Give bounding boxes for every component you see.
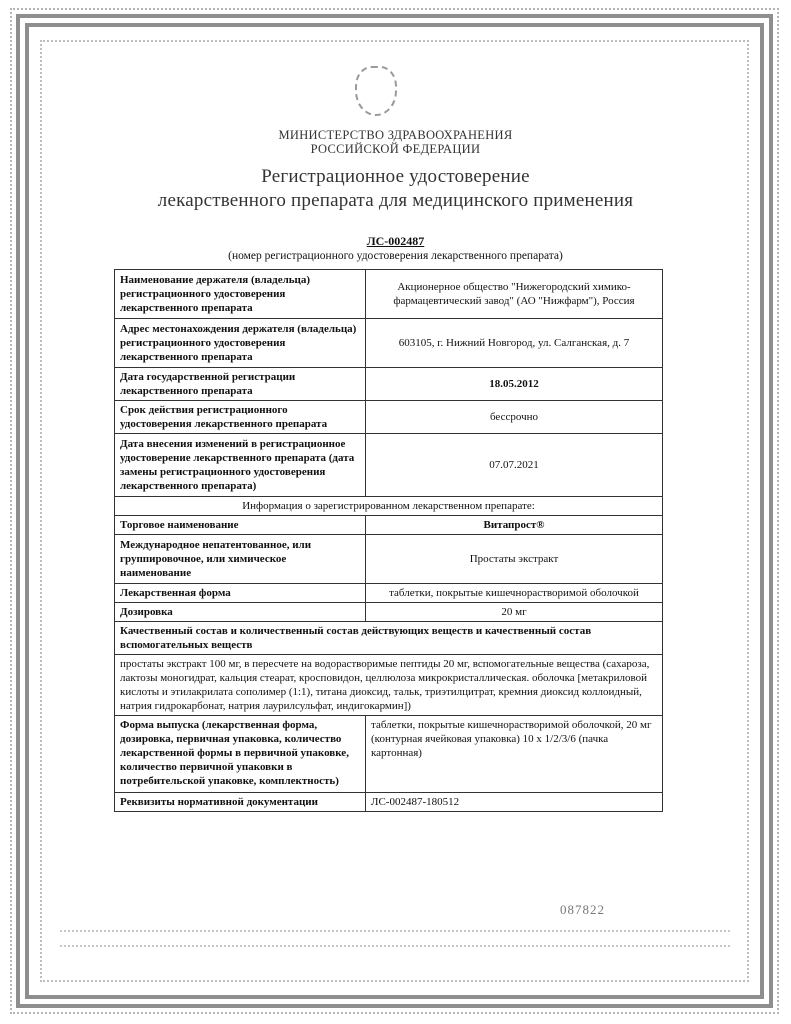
registration-number: ЛС-002487 [366,234,425,248]
registration-date-label: Дата государственной регистрации лекарственного препарата [115,368,366,401]
registration-date-value: 18.05.2012 [366,368,663,401]
trade-name-value: Витапрост® [366,516,663,535]
normative-docs-label: Реквизиты нормативной документации [115,793,366,812]
table-row [115,434,663,497]
border-ornament [60,945,730,953]
trade-name-label: Торговое наименование [115,516,366,535]
dosage-form-label: Лекарственная форма [115,584,366,603]
composition-label: Качественный состав и количественный состав действующих веществ и качественный состав вспомогательных веществ [115,622,663,655]
dosage-form-value: таблетки, покрытые кишечнорастворимой оболочкой [366,584,663,603]
table-row [115,497,663,516]
table-row [115,401,663,434]
table-row [115,584,663,603]
dosage-label: Дозировка [115,603,366,622]
registration-table [114,269,663,812]
inn-value: Простаты экстракт [366,535,663,584]
table-row [115,516,663,535]
release-form-label: Форма выпуска (лекарственная форма, дозировка, первичная упаковка, количество лекарственной формы в первичной упаковке, количество первичной упаковки в потребительской упаковке, комплектность) [115,716,366,793]
table-row [115,319,663,368]
document-title-line-1: Регистрационное удостоверение [261,166,530,187]
holder-address-label: Адрес местонахождения держателя (владельца) регистрационного удостоверения лекарственного препарата [115,319,366,368]
table-row [115,603,663,622]
blank-serial-number: 087822 [560,902,605,917]
ministry-line-2: РОССИЙСКОЙ ФЕДЕРАЦИИ [310,142,481,156]
release-form-value: таблетки, покрытые кишечнорастворимой оболочкой, 20 мг (контурная ячейковая упаковка) 10 х 1/2/3/6 (пачка картонная) [366,716,663,793]
table-row [115,793,663,812]
border-ornament [60,930,730,938]
normative-docs-value: ЛС-002487-180512 [366,793,663,812]
composition-value: простаты экстракт 100 мг, в пересчете на водорастворимые пептиды 20 мг, вспомогательные вещества (сахароза, лактозы моногидрат, кальция стеарат, кросповидон, целлюлоза микрокристаллическая. оболочка [метакриловой кислоты и этилакрилата сополимер (1:1), титана диоксид, тальк, триэтилцитрат, кремния диоксид коллоидный, натрия гидрокарбонат, натрия лаурилсульфат, индигокармин]) [115,655,663,716]
validity-value: бессрочно [366,401,663,434]
coat-of-arms-emblem-icon [355,66,397,116]
table-row [115,716,663,793]
table-row [115,622,663,655]
dosage-value: 20 мг [366,603,663,622]
ministry-line-1: МИНИСТЕРСТВО ЗДРАВООХРАНЕНИЯ [278,128,513,142]
changes-date-label: Дата внесения изменений в регистрационное удостоверение лекарственного препарата (дата замены регистрационного удостоверения лекарственного препарата) [115,434,366,497]
drug-info-caption: Информация о зарегистрированном лекарственном препарате: [115,497,663,516]
document-title-line-2: лекарственного препарата для медицинского применения [157,190,634,211]
holder-name-label: Наименование держателя (владельца) регистрационного удостоверения лекарственного препарата [115,270,366,319]
registration-number-caption: (номер регистрационного удостоверения лекарственного препарата) [228,250,563,262]
inn-label: Международное непатентованное, или группировочное, или химическое наименование [115,535,366,584]
table-row [115,368,663,401]
holder-address-value: 603105, г. Нижний Новгород, ул. Салганская, д. 7 [366,319,663,368]
table-row [115,655,663,716]
table-row [115,270,663,319]
holder-name-value: Акционерное общество "Нижегородский химико-фармацевтический завод" (АО "Нижфарм"), Россия [366,270,663,319]
changes-date-value: 07.07.2021 [366,434,663,497]
validity-label: Срок действия регистрационного удостоверения лекарственного препарата [115,401,366,434]
table-row [115,535,663,584]
